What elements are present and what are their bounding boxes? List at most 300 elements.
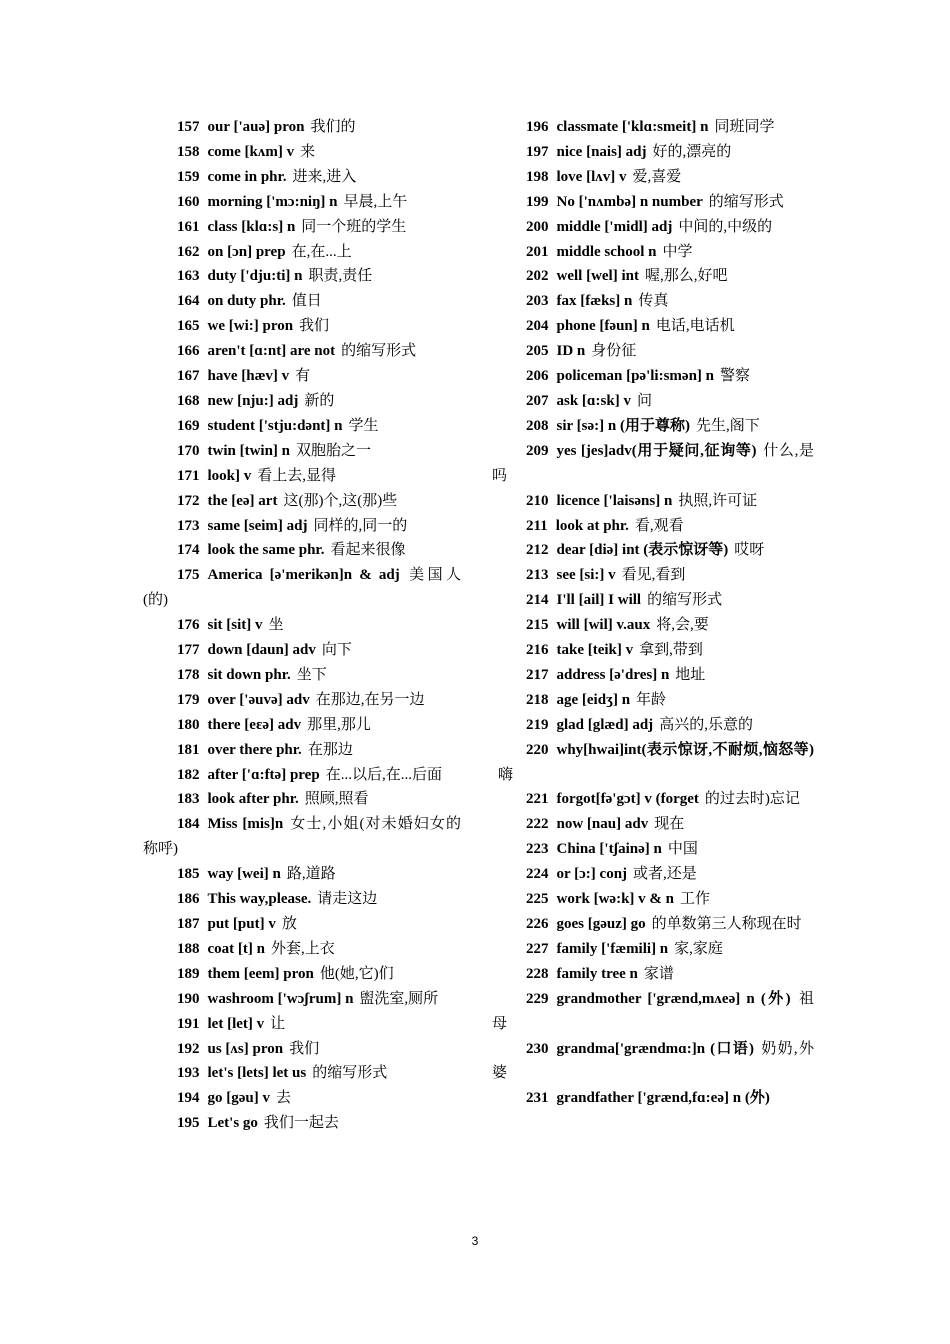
entry-word: our ['auə] pron xyxy=(207,119,305,135)
entry-number: 170 xyxy=(177,442,200,459)
vocab-entry xyxy=(492,1037,814,1087)
entry-word: grandmother ['grænd,mʌeə] n (外) xyxy=(556,990,791,1007)
vocab-entry xyxy=(492,638,814,663)
vocab-entry xyxy=(492,1086,814,1111)
entry-word: love [lʌv] v xyxy=(556,168,627,185)
vocab-entry xyxy=(143,1061,461,1086)
entry-word: classmate ['klɑ:smeit] n xyxy=(556,119,709,135)
vocab-entry xyxy=(143,165,461,190)
entry-meaning: 先生,阁下 xyxy=(695,417,760,434)
vocab-entry xyxy=(492,713,814,738)
entry-word: I'll [ail] I will xyxy=(556,592,642,609)
entry-word: look after phr. xyxy=(207,791,299,808)
vocab-entry xyxy=(492,937,814,962)
entry-word: let's [lets] let us xyxy=(207,1065,307,1082)
entry-number: 168 xyxy=(177,392,200,409)
vocab-entry xyxy=(143,514,461,539)
entry-number: 205 xyxy=(526,343,549,360)
entry-meaning: 看起来很像 xyxy=(330,542,406,559)
entry-meaning: 看见,看到 xyxy=(621,567,686,584)
vocab-entry xyxy=(492,264,814,289)
entry-number: 182 xyxy=(177,766,200,783)
vocab-entry xyxy=(143,339,461,364)
vocab-entry xyxy=(492,663,814,688)
vocab-entry xyxy=(143,190,461,215)
entry-meaning: 同班同学 xyxy=(714,119,775,135)
entry-number: 160 xyxy=(177,193,200,210)
entry-word: sir [sə:] n (用于尊称) xyxy=(556,417,690,434)
entry-word: work [wə:k] v & n xyxy=(556,891,674,908)
entry-number: 212 xyxy=(526,542,549,559)
entry-number: 183 xyxy=(177,791,200,808)
entry-word: on duty phr. xyxy=(207,293,286,310)
entry-meaning: 他(她,它)们 xyxy=(319,965,394,982)
vocab-entry xyxy=(143,1037,461,1062)
entry-number: 219 xyxy=(526,716,549,733)
entry-word: we [wi:] pron xyxy=(207,318,294,335)
entry-number: 169 xyxy=(177,417,200,434)
entry-number: 213 xyxy=(526,567,549,584)
entry-number: 194 xyxy=(177,1090,200,1107)
entry-word: sit down phr. xyxy=(207,666,291,683)
entry-number: 174 xyxy=(177,542,200,559)
entry-number: 229 xyxy=(526,990,549,1007)
entry-number: 211 xyxy=(526,517,548,534)
entry-meaning: 我们 xyxy=(299,318,330,335)
entry-meaning: 将,会,要 xyxy=(656,617,709,634)
page-number: 3 xyxy=(471,1234,479,1248)
entry-number: 173 xyxy=(177,517,200,534)
entry-number: 208 xyxy=(526,417,549,434)
entry-number: 179 xyxy=(177,691,200,708)
entry-word: twin [twin] n xyxy=(207,442,291,459)
entry-number: 176 xyxy=(177,617,200,634)
entry-word: family tree n xyxy=(556,965,638,982)
vocab-entry xyxy=(143,663,461,688)
entry-meaning: 喔,那么,好吧 xyxy=(644,268,728,285)
entry-meaning: 的单数第三人称现在时 xyxy=(651,916,802,932)
entry-meaning: 传真 xyxy=(638,293,669,310)
entry-meaning: 的缩写形式 xyxy=(647,592,723,609)
entry-word: student ['stju:dənt] n xyxy=(207,417,343,434)
entry-meaning: 新的 xyxy=(304,392,335,409)
vocab-entry xyxy=(143,862,461,887)
entry-word: age [eidʒ] n xyxy=(556,691,631,708)
entry-word: come [kʌm] v xyxy=(207,143,295,160)
entry-meaning: 执照,许可证 xyxy=(678,492,758,509)
entry-word: why[hwai]int(表示惊讶,不耐烦,恼怒等) xyxy=(556,741,814,758)
vocab-entry xyxy=(492,514,814,539)
entry-meaning: 中间的,中级的 xyxy=(678,218,773,235)
entry-number: 225 xyxy=(526,891,549,908)
entry-number: 175 xyxy=(177,567,200,584)
vocab-entry xyxy=(492,140,814,165)
entry-word: way [wei] n xyxy=(207,866,281,883)
entry-word: washroom ['wɔʃrum] n xyxy=(207,990,354,1007)
entry-word: let [let] v xyxy=(207,1015,265,1032)
vocab-entry xyxy=(492,289,814,314)
entry-word: sit [sit] v xyxy=(207,617,263,634)
entry-meaning: 好的,漂亮的 xyxy=(652,143,732,160)
entry-meaning: 嗨 xyxy=(498,766,514,783)
entry-word: or [ɔ:] conj xyxy=(556,866,628,883)
entry-word: forgot[fə'gɔt] v (forget xyxy=(556,791,699,808)
entry-number: 204 xyxy=(526,318,549,335)
entry-meaning: 让 xyxy=(270,1015,286,1032)
entry-number: 193 xyxy=(177,1065,200,1082)
entry-meaning: 现在 xyxy=(654,816,685,833)
entry-meaning: 我们一起去 xyxy=(263,1115,339,1132)
entry-meaning: 同一个班的学生 xyxy=(301,218,407,235)
vocab-entry xyxy=(143,738,461,763)
entry-meaning: 祖母 xyxy=(492,990,814,1032)
entry-meaning: 我们 xyxy=(289,1040,320,1057)
vocab-entry xyxy=(492,314,814,339)
entry-meaning: 中国 xyxy=(667,841,698,858)
entry-number: 181 xyxy=(177,741,200,758)
entry-number: 203 xyxy=(526,293,549,310)
entry-number: 180 xyxy=(177,716,200,733)
entry-word: go [gəu] v xyxy=(207,1090,270,1107)
vocab-entry xyxy=(492,439,814,489)
entry-meaning: 爱,喜爱 xyxy=(632,168,682,185)
entry-number: 167 xyxy=(177,368,200,385)
vocab-entry xyxy=(492,738,814,788)
entry-meaning: 问 xyxy=(636,392,652,409)
entry-word: look] v xyxy=(207,467,252,484)
entry-meaning: 职责,责任 xyxy=(308,268,373,285)
entry-number: 230 xyxy=(526,1040,549,1057)
entry-word: Miss [mis]n xyxy=(207,816,284,833)
vocab-entry xyxy=(143,115,461,140)
entry-number: 157 xyxy=(177,119,200,135)
vocab-column-right xyxy=(492,115,814,1111)
entry-number: 161 xyxy=(177,218,200,235)
vocab-entry xyxy=(143,713,461,738)
entry-meaning: 坐下 xyxy=(296,666,327,683)
entry-word: nice [nais] adj xyxy=(556,143,647,160)
entry-meaning: 在,在...上 xyxy=(291,243,352,260)
vocab-entry xyxy=(143,389,461,414)
entry-meaning: 早晨,上午 xyxy=(343,193,408,210)
entry-meaning: 这(那)个,这(那)些 xyxy=(283,492,398,509)
entry-number: 184 xyxy=(177,816,200,833)
entry-meaning: 在...以后,在...后面 xyxy=(325,766,442,783)
entry-word: aren't [ɑ:nt] are not xyxy=(207,343,336,360)
entry-word: same [seim] adj xyxy=(207,517,308,534)
entry-meaning: 看上去,显得 xyxy=(257,467,337,484)
vocab-entry xyxy=(143,937,461,962)
entry-number: 164 xyxy=(177,293,200,310)
entry-number: 206 xyxy=(526,368,549,385)
entry-word: class [klɑ:s] n xyxy=(207,218,296,235)
entry-meaning: 工作 xyxy=(680,891,711,908)
entry-number: 186 xyxy=(177,891,200,908)
entry-number: 178 xyxy=(177,666,200,683)
entry-word: goes [gəuz] go xyxy=(556,916,646,932)
entry-word: address [ə'dres] n xyxy=(556,666,670,683)
vocab-entry xyxy=(492,688,814,713)
entry-meaning: 坐 xyxy=(268,617,284,634)
entry-number: 214 xyxy=(526,592,549,609)
entry-meaning: 的缩写形式 xyxy=(708,193,784,210)
vocab-entry xyxy=(143,812,461,862)
entry-meaning: 在那边,在另一边 xyxy=(315,691,425,708)
entry-number: 220 xyxy=(526,741,549,758)
entry-meaning: 的缩写形式 xyxy=(341,343,417,360)
vocab-entry xyxy=(143,489,461,514)
vocab-entry xyxy=(143,912,461,937)
entry-meaning: 值日 xyxy=(291,293,322,310)
vocab-entry xyxy=(492,489,814,514)
vocab-entry xyxy=(143,613,461,638)
entry-word: family ['fæmili] n xyxy=(556,940,669,957)
entry-number: 215 xyxy=(526,617,549,634)
vocab-entry xyxy=(143,1012,461,1037)
entry-meaning: 高兴的,乐意的 xyxy=(659,716,753,733)
entry-number: 159 xyxy=(177,168,200,185)
entry-word: come in phr. xyxy=(207,168,287,185)
entry-meaning: 女士,小姐(对未婚妇女的称呼) xyxy=(143,816,461,858)
entry-word: new [nju:] adj xyxy=(207,392,299,409)
vocab-entry xyxy=(492,538,814,563)
vocab-entry xyxy=(492,215,814,240)
entry-word: licence ['laisəns] n xyxy=(556,492,673,509)
vocab-entry xyxy=(492,837,814,862)
entry-word: see [si:] v xyxy=(556,567,616,584)
vocab-entry xyxy=(143,887,461,912)
entry-number: 192 xyxy=(177,1040,200,1057)
entry-number: 190 xyxy=(177,990,200,1007)
entry-word: glad [glæd] adj xyxy=(556,716,654,733)
vocab-entry xyxy=(143,688,461,713)
vocab-entry xyxy=(143,215,461,240)
entry-meaning: 奶奶,外婆 xyxy=(492,1040,814,1082)
entry-word: us [ʌs] pron xyxy=(207,1040,284,1057)
entry-meaning: 来 xyxy=(300,143,316,160)
vocab-entry xyxy=(143,240,461,265)
vocab-entry xyxy=(492,190,814,215)
entry-meaning: 的缩写形式 xyxy=(312,1065,388,1082)
entry-number: 187 xyxy=(177,916,200,932)
entry-meaning: 放 xyxy=(281,916,297,932)
entry-word: fax [fæks] n xyxy=(556,293,633,310)
entry-number: 222 xyxy=(526,816,549,833)
entry-number: 217 xyxy=(526,666,549,683)
vocab-entry xyxy=(143,638,461,663)
entry-word: well [wel] int xyxy=(556,268,639,285)
entry-word: there [eɛə] adv xyxy=(207,716,302,733)
entry-number: 199 xyxy=(526,193,549,210)
entry-word: policeman [pə'li:smən] n xyxy=(556,368,714,385)
entry-meaning: 有 xyxy=(295,368,311,385)
vocab-entry xyxy=(492,563,814,588)
entry-meaning: 在那边 xyxy=(307,741,353,758)
vocab-entry xyxy=(492,887,814,912)
entry-word: the [eə] art xyxy=(207,492,278,509)
entry-word: will [wil] v.aux xyxy=(556,617,651,634)
entry-number: 172 xyxy=(177,492,200,509)
entry-number: 218 xyxy=(526,691,549,708)
vocab-entry xyxy=(492,613,814,638)
entry-number: 188 xyxy=(177,940,200,957)
entry-word: phone [fəun] n xyxy=(556,318,650,335)
entry-meaning: 拿到,带到 xyxy=(639,642,703,659)
entry-word: on [ɔn] prep xyxy=(207,243,286,260)
entry-word: middle ['midl] adj xyxy=(556,218,673,235)
entry-number: 210 xyxy=(526,492,549,509)
entry-number: 224 xyxy=(526,866,549,883)
entry-number: 221 xyxy=(526,791,549,808)
entry-word: look the same phr. xyxy=(207,542,325,559)
entry-meaning: 路,道路 xyxy=(286,866,336,883)
entry-meaning: 那里,那儿 xyxy=(307,716,371,733)
vocab-entry xyxy=(143,1086,461,1111)
entry-meaning: 照顾,照看 xyxy=(304,791,369,808)
entry-meaning: 我们的 xyxy=(310,119,356,135)
entry-meaning: 美国人(的) xyxy=(143,567,461,609)
entry-word: No ['nʌmbə] n number xyxy=(556,193,703,210)
entry-meaning: 向下 xyxy=(321,642,352,659)
entry-meaning: 中学 xyxy=(662,243,693,260)
vocab-entry xyxy=(492,812,814,837)
entry-word: middle school n xyxy=(556,243,657,260)
entry-word: grandfather ['grænd,fɑ:eə] n (外) xyxy=(556,1090,770,1107)
entry-number: 227 xyxy=(526,940,549,957)
vocab-entry xyxy=(492,339,814,364)
vocab-entry xyxy=(492,115,814,140)
vocab-entry xyxy=(492,165,814,190)
vocab-entry xyxy=(143,439,461,464)
vocab-entry xyxy=(492,787,814,812)
entry-meaning: 家,家庭 xyxy=(674,940,723,957)
entry-meaning: 学生 xyxy=(348,417,379,434)
entry-number: 166 xyxy=(177,343,200,360)
entry-number: 171 xyxy=(177,467,200,484)
entry-meaning: 什么,是吗 xyxy=(492,442,814,484)
entry-word: after ['ɑ:ftə] prep xyxy=(207,766,320,783)
entry-meaning: 盥洗室,厕所 xyxy=(359,990,439,1007)
entry-number: 201 xyxy=(526,243,549,260)
entry-meaning: 家谱 xyxy=(643,965,674,982)
entry-word: This way,please. xyxy=(207,891,312,908)
entry-word: coat [t] n xyxy=(207,940,265,957)
vocab-entry xyxy=(492,364,814,389)
entry-word: look at phr. xyxy=(555,517,629,534)
entry-meaning: 或者,还是 xyxy=(633,866,697,883)
vocab-entry xyxy=(143,962,461,987)
entry-word: them [eem] pron xyxy=(207,965,314,982)
entry-meaning: 请走这边 xyxy=(317,891,378,908)
entry-meaning: 看,观看 xyxy=(634,517,684,534)
entry-number: 177 xyxy=(177,642,200,659)
entry-word: put [put] v xyxy=(207,916,276,932)
entry-number: 198 xyxy=(526,168,549,185)
entry-number: 231 xyxy=(526,1090,549,1107)
entry-number: 216 xyxy=(526,642,549,659)
vocab-entry xyxy=(143,1111,461,1136)
entry-meaning: 去 xyxy=(276,1090,292,1107)
vocab-entry xyxy=(492,962,814,987)
entry-number: 200 xyxy=(526,218,549,235)
entry-word: take [teik] v xyxy=(556,642,634,659)
entry-meaning: 地址 xyxy=(675,666,706,683)
entry-word: now [nau] adv xyxy=(556,816,649,833)
entry-number: 162 xyxy=(177,243,200,260)
entry-number: 163 xyxy=(177,268,200,285)
entry-number: 158 xyxy=(177,143,200,160)
vocab-entry xyxy=(492,588,814,613)
entry-word: America [ə'merikən]n & adj xyxy=(207,567,400,584)
entry-number: 207 xyxy=(526,392,549,409)
entry-number: 191 xyxy=(177,1015,200,1032)
vocab-entry xyxy=(143,264,461,289)
vocab-entry xyxy=(143,763,461,788)
entry-word: duty ['dju:ti] n xyxy=(207,268,303,285)
entry-word: morning ['mɔ:niŋ] n xyxy=(207,193,338,210)
entry-meaning: 进来,进入 xyxy=(292,168,357,185)
vocab-entry xyxy=(492,862,814,887)
entry-number: 202 xyxy=(526,268,549,285)
entry-word: Let's go xyxy=(207,1115,258,1132)
vocab-entry xyxy=(143,140,461,165)
entry-number: 196 xyxy=(526,119,549,135)
entry-number: 197 xyxy=(526,143,549,160)
entry-number: 165 xyxy=(177,318,200,335)
vocab-entry xyxy=(143,563,461,613)
entry-word: grandma['grændmɑ:]n (口语) xyxy=(556,1040,755,1057)
entry-number: 226 xyxy=(526,916,549,932)
entry-word: ID n xyxy=(556,343,586,360)
entry-meaning: 身份征 xyxy=(591,343,637,360)
entry-meaning: 电话,电话机 xyxy=(655,318,735,335)
vocab-entry xyxy=(492,912,814,937)
entry-number: 195 xyxy=(177,1115,200,1132)
vocab-entry xyxy=(143,538,461,563)
vocab-column-left xyxy=(143,115,461,1136)
vocab-entry xyxy=(492,389,814,414)
entry-word: China ['tʃainə] n xyxy=(556,841,662,858)
entry-word: yes [jes]adv(用于疑问,征询等) xyxy=(556,442,757,459)
vocab-entry xyxy=(492,987,814,1037)
vocab-entry xyxy=(143,289,461,314)
entry-word: dear [diə] int (表示惊讶等) xyxy=(556,542,729,559)
vocab-entry xyxy=(143,314,461,339)
entry-word: have [hæv] v xyxy=(207,368,290,385)
entry-meaning: 年龄 xyxy=(636,691,667,708)
entry-meaning: 哎呀 xyxy=(734,542,765,559)
entry-meaning: 警察 xyxy=(720,368,751,385)
entry-word: over ['əuvə] adv xyxy=(207,691,310,708)
vocab-entry xyxy=(143,364,461,389)
entry-number: 185 xyxy=(177,866,200,883)
entry-number: 228 xyxy=(526,965,549,982)
vocab-entry xyxy=(143,787,461,812)
entry-number: 223 xyxy=(526,841,549,858)
entry-meaning: 双胞胎之一 xyxy=(296,442,372,459)
vocab-entry xyxy=(143,414,461,439)
vocab-entry xyxy=(143,464,461,489)
entry-meaning: 外套,上衣 xyxy=(270,940,335,957)
vocab-entry xyxy=(143,987,461,1012)
entry-meaning: 的过去时)忘记 xyxy=(704,791,800,808)
entry-word: over there phr. xyxy=(207,741,302,758)
vocab-entry xyxy=(492,414,814,439)
entry-number: 189 xyxy=(177,965,200,982)
vocab-entry xyxy=(492,240,814,265)
entry-meaning: 同样的,同一的 xyxy=(313,517,408,534)
entry-word: down [daun] adv xyxy=(207,642,316,659)
